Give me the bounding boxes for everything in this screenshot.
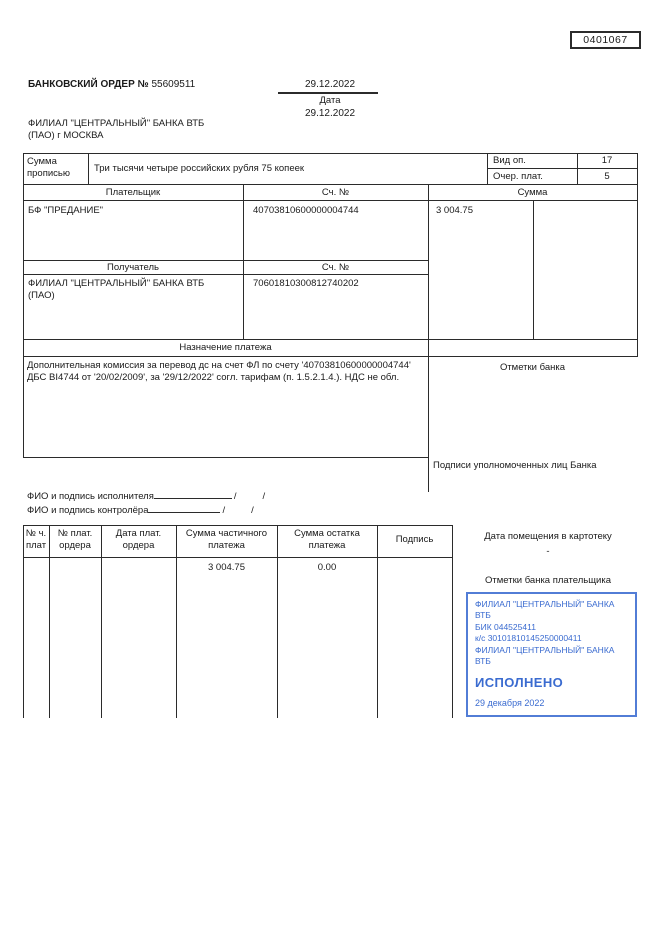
grid-line (23, 557, 453, 558)
order-number: 55609511 (151, 79, 196, 90)
col-header-order-number: № плат. ордера (57, 528, 93, 551)
col-header-part-number: № ч. плат (25, 528, 47, 551)
executor-signature-row (27, 489, 265, 502)
partial-amount-value: 3 004.75 (208, 562, 245, 573)
payment-amount: 3 004.75 (436, 205, 473, 216)
payee-account: 70601810300812740202 (253, 278, 359, 289)
executor-signature-label: ФИО и подпись исполнителя (27, 491, 154, 502)
grid-line (23, 153, 638, 154)
payee-name (28, 278, 238, 301)
controller-signature-label: ФИО и подпись контролёра (27, 505, 149, 516)
signature-underline (154, 489, 232, 499)
grid-line (23, 260, 428, 261)
stamp-status: ИСПОЛНЕНО (475, 674, 564, 690)
date-label: Дата (319, 95, 341, 106)
card-file-date-value: - (546, 546, 550, 557)
grid-line (487, 153, 488, 184)
grid-line (23, 200, 638, 201)
date-underline (278, 92, 378, 94)
purpose-text: Дополнительная комиссия за перевод дс на счет ФЛ по счету '40703810600000004744' ДБС BI4744 от '20/02/2009', за '29/12/2022' согл. тарифам (п. 1.5.2.1.4.). НДС не обл. (27, 360, 411, 384)
payee-account-header: Сч. № (321, 262, 350, 273)
priority-value: 5 (604, 171, 610, 182)
col-header-partial-amount: Сумма частичного платежа (185, 528, 268, 551)
payer-account: 40703810600000004744 (253, 205, 359, 216)
date-top: 29.12.2022 (304, 79, 356, 90)
grid-line (23, 274, 428, 275)
grid-line (487, 168, 638, 169)
stamp-bank-name: ФИЛИАЛ "ЦЕНТРАЛЬНЫЙ" БАНКА ВТБ (475, 599, 615, 621)
grid-line (23, 356, 638, 357)
issuing-bank-line2: (ПАО) г МОСКВА (28, 129, 104, 141)
bank-signatures-label: Подписи уполномоченных лиц Банка (433, 460, 597, 471)
payee-header: Получатель (107, 262, 159, 273)
stamp-corr-account: к/с 30101810145250000411 (475, 633, 582, 644)
grid-line (23, 525, 453, 526)
grid-line (277, 525, 278, 718)
payer-bank-marks-label: Отметки банка плательщика (485, 575, 611, 586)
grid-line (533, 200, 534, 339)
grid-line (49, 525, 50, 718)
stamp-date: 29 декабря 2022 (475, 697, 545, 708)
slash: / (233, 491, 237, 502)
form-code-box (570, 31, 641, 49)
amount-column-header: Сумма (517, 187, 548, 198)
col-header-order-date: Дата плат. ордера (115, 528, 162, 551)
grid-line (101, 525, 102, 718)
card-file-date-label: Дата помещения в картотеку (484, 531, 612, 542)
op-type-label: Вид оп. (493, 155, 526, 166)
amount-in-words: Три тысячи четыре российских рубля 75 копеек (94, 163, 305, 174)
bank-execution-stamp (466, 592, 637, 717)
payee-name-line2: (ПАО) (28, 289, 55, 301)
grid-line (428, 184, 429, 492)
stamp-bank-name-2: ФИЛИАЛ "ЦЕНТРАЛЬНЫЙ" БАНКА ВТБ (475, 644, 615, 667)
remainder-amount-value: 0.00 (317, 562, 337, 573)
slash: / (262, 491, 266, 502)
stamp-bik: БИК 044525411 (475, 621, 536, 632)
grid-line (377, 525, 378, 718)
date-bottom: 29.12.2022 (304, 108, 356, 119)
signature-underline (148, 503, 220, 513)
purpose-header: Назначение платежа (179, 342, 272, 353)
title-label: БАНКОВСКИЙ ОРДЕР № (28, 79, 149, 90)
payer-account-header: Сч. № (321, 187, 350, 198)
grid-line (88, 153, 89, 184)
bank-marks-label: Отметки банка (499, 362, 566, 373)
form-code: 0401067 (583, 34, 628, 46)
op-type-value: 17 (601, 155, 613, 166)
grid-line (23, 184, 638, 185)
grid-line (23, 457, 429, 458)
slash: / (222, 505, 226, 516)
amount-in-words-label: Сумма прописью (27, 156, 70, 179)
grid-line (23, 153, 24, 458)
payee-name-line1: ФИЛИАЛ "ЦЕНТРАЛЬНЫЙ" БАНКА ВТБ (28, 278, 205, 289)
priority-label: Очер. плат. (493, 171, 543, 182)
grid-line (452, 525, 453, 718)
payer-header: Плательщик (105, 187, 161, 198)
grid-line (23, 339, 638, 340)
controller-signature-row (27, 503, 254, 516)
slash: / (251, 505, 254, 516)
payer-name: БФ "ПРЕДАНИЕ" (28, 205, 104, 216)
issuing-bank-line1: ФИЛИАЛ "ЦЕНТРАЛЬНЫЙ" БАНКА ВТБ (28, 118, 205, 129)
issuing-bank-name (28, 118, 204, 142)
col-header-remainder-amount: Сумма остатка платежа (294, 528, 360, 551)
grid-line (637, 153, 638, 356)
main-table (23, 153, 637, 498)
col-header-signature: Подпись (395, 534, 434, 545)
grid-line (23, 525, 24, 718)
grid-line (176, 525, 177, 718)
partial-payments-table (23, 525, 452, 718)
document-title (28, 79, 195, 90)
